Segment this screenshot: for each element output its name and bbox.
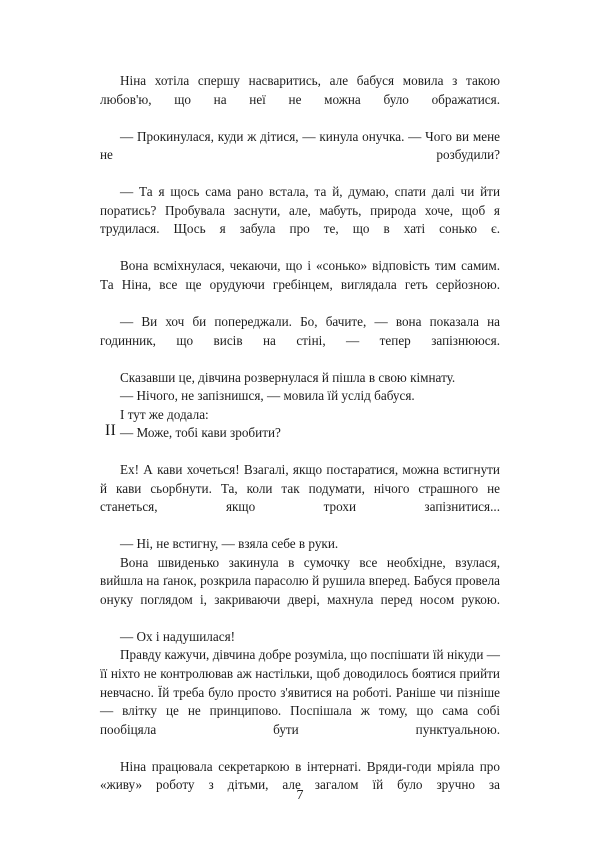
paragraph: — Ні, не встигну, — взяла себе в руки. xyxy=(120,536,339,552)
paragraph: — Ви хоч би попереджали. Бо, бачите, — вона показала на годинник, що висів на стіні, — тепер запізнююся. xyxy=(100,314,500,348)
section-one-text-block xyxy=(100,72,500,443)
page-number: 7 xyxy=(296,788,304,803)
paragraph: — Може, тобі кави зробити? xyxy=(120,425,281,441)
paragraph: — Нічого, не запізнишся, — мовила їй услід бабуся. xyxy=(120,388,415,404)
section-two-text-block xyxy=(100,461,500,813)
paragraph: Ніна хотіла спершу насваритись, але бабуся мовила з такою любов'ю, що на неї не можна було ображатися. xyxy=(100,73,500,107)
paragraph: Сказавши це, дівчина розвернулася й пішла в свою кімнату. xyxy=(120,369,456,385)
paragraph: Правду кажучи, дівчина добре розуміла, що поспішати їй нікуди — її ніхто не контролював аж настільки, щоб доводилось боятися прийти невчасно. Їй треба було просто з'явитися на роботі. Раніше чи пізніше — влітку це не принципово. Поспішала ж тому, що сама собі пообіцяла бути пунктуальною. xyxy=(100,647,500,737)
paragraph: — Та я щось сама рано встала, та й, думаю, спати далі чи йти поратись? Пробувала заснути, але, мабуть, природа хоче, щоб я трудилася. Щось я забула про те, що в хаті сонько є. xyxy=(100,184,500,237)
paragraph: Ніна працювала секретаркою в інтернаті. Вряди-годи мріяла про «живу» роботу з дітьми, але загалом їй було зручно за xyxy=(100,758,500,793)
paragraph: — Ох і надушилася! xyxy=(120,628,236,644)
chapter-number-heading: II xyxy=(105,422,117,439)
paragraph: — Прокинулася, куди ж дітися, — кинула онучка. — Чого ви мене не розбудили? xyxy=(100,128,500,163)
paragraph: Ех! А кави хочеться! Взагалі, якщо постаратися, можна встигнути й кави сьорбнути. Та, коли так подумати, нічого страшного не станеться, якщо трохи запізнитися... xyxy=(100,462,500,515)
paragraph: І тут же додала: xyxy=(120,406,209,422)
paragraph: Вона швиденько закинула в сумочку все необхідне, взулася, вийшла на ґанок, розкрила парасолю й рушила вперед. Бабуся провела онуку поглядом і, закриваючи двері, махнула перед носом рукою. xyxy=(100,554,500,607)
paragraph: Вона всміхнулася, чекаючи, що і «сонько» відповість тим самим. Та Ніна, все ще орудуючи гребінцем, виглядала геть серйозною. xyxy=(100,258,500,293)
